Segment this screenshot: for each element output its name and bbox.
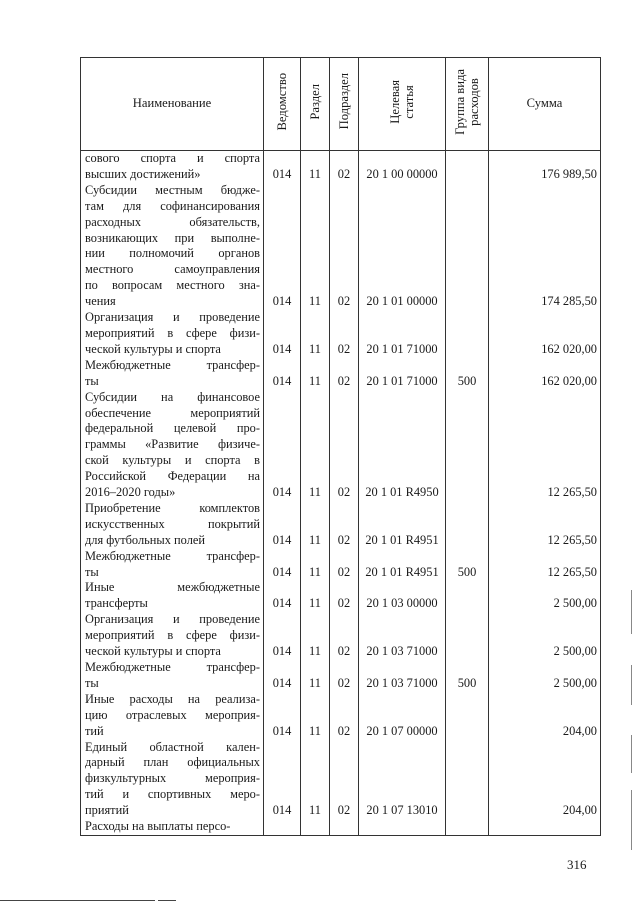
cell-celevaya-statya: 20 1 01 71000 (359, 310, 446, 358)
header-gruppa-vida-rashodov (446, 58, 489, 151)
cell-podrazdel (330, 819, 359, 835)
cell-name-line: мероприятий в сфере физи- (85, 325, 260, 340)
cell-name-line: Субсидии местным бюдже- (85, 182, 260, 197)
cell-summa: 2 500,00 (489, 580, 601, 612)
cell-name-line: ты (85, 564, 99, 579)
cell-name-line: мероприятий в сфере физи- (85, 628, 260, 643)
cell-vedomstvo: 014 (264, 358, 301, 390)
header-gruppa-line-2: расходов (467, 77, 481, 126)
cell-name (81, 660, 264, 692)
cell-name (81, 390, 264, 501)
cell-name-line: чения (85, 294, 116, 309)
table-row (81, 740, 601, 820)
table-row (81, 819, 601, 835)
cell-name (81, 580, 264, 612)
cell-name (81, 310, 264, 358)
cell-razdel: 11 (301, 612, 330, 660)
cell-celevaya-statya: 20 1 07 13010 (359, 740, 446, 820)
table-body (81, 151, 601, 836)
cell-vedomstvo: 014 (264, 660, 301, 692)
cell-name-line: приятий (85, 803, 129, 818)
cell-podrazdel: 02 (330, 151, 359, 183)
scan-margin-mark (631, 735, 632, 773)
cell-name (81, 740, 264, 820)
cell-name-line: федеральной целевой про- (85, 421, 260, 436)
cell-vedomstvo: 014 (264, 580, 301, 612)
cell-name-line: Межбюджетные трансфер- (85, 548, 260, 563)
header-name (81, 58, 264, 151)
cell-name-line: граммы «Развитие физиче- (85, 437, 260, 452)
budget-table (80, 57, 601, 836)
cell-name-line: обеспечение мероприятий (85, 405, 260, 420)
cell-podrazdel: 02 (330, 740, 359, 820)
cell-podrazdel: 02 (330, 549, 359, 581)
page-number: 316 (567, 857, 587, 872)
cell-razdel: 11 (301, 692, 330, 740)
cell-summa (489, 819, 601, 835)
cell-gruppa-vida (446, 183, 489, 310)
cell-name-line: возникающих при выполне- (85, 230, 260, 245)
header-celevaya-line-1: Целевая (388, 79, 402, 124)
cell-name-line: по вопросам местного зна- (85, 278, 260, 293)
cell-vedomstvo: 014 (264, 390, 301, 501)
table-row (81, 692, 601, 740)
cell-gruppa-vida (446, 740, 489, 820)
cell-razdel: 11 (301, 660, 330, 692)
table-header-row (81, 58, 601, 151)
cell-vedomstvo: 014 (264, 549, 301, 581)
cell-podrazdel: 02 (330, 358, 359, 390)
cell-name-line: цию отраслевых мероприя- (85, 707, 260, 722)
scan-margin-mark (631, 665, 632, 705)
cell-podrazdel: 02 (330, 310, 359, 358)
cell-name-line: сового спорта и спорта (85, 151, 260, 165)
cell-gruppa-vida (446, 580, 489, 612)
cell-summa: 12 265,50 (489, 390, 601, 501)
cell-celevaya-statya: 20 1 00 00000 (359, 151, 446, 183)
header-celevaya-line-2: статья (402, 84, 416, 119)
cell-gruppa-vida (446, 612, 489, 660)
table-row (81, 310, 601, 358)
cell-name-line: Организация и проведение (85, 612, 260, 627)
cell-razdel: 11 (301, 390, 330, 501)
cell-podrazdel: 02 (330, 501, 359, 549)
table-row (81, 390, 601, 501)
header-gruppa-label (453, 69, 481, 135)
header-podrazdel (330, 58, 359, 151)
cell-name-line: Единый областной кален- (85, 739, 260, 754)
cell-name-line: тий и спортивных меро- (85, 787, 260, 802)
table-row (81, 580, 601, 612)
cell-razdel (301, 819, 330, 835)
cell-summa: 204,00 (489, 692, 601, 740)
cell-celevaya-statya: 20 1 01 R4951 (359, 501, 446, 549)
cell-name (81, 183, 264, 310)
cell-razdel: 11 (301, 580, 330, 612)
cell-name-line: 2016–2020 годы» (85, 485, 176, 500)
cell-razdel: 11 (301, 501, 330, 549)
cell-podrazdel: 02 (330, 692, 359, 740)
cell-razdel: 11 (301, 310, 330, 358)
table-row (81, 660, 601, 692)
header-razdel (301, 58, 330, 151)
cell-name-line: трансферты (85, 596, 148, 611)
cell-name-line: Российской Федерации на (85, 469, 260, 484)
cell-razdel: 11 (301, 358, 330, 390)
cell-summa: 162 020,00 (489, 358, 601, 390)
cell-name (81, 501, 264, 549)
cell-gruppa-vida (446, 390, 489, 501)
cell-razdel: 11 (301, 549, 330, 581)
table-row (81, 358, 601, 390)
cell-name-line: ческой культуры и спорта (85, 341, 221, 356)
cell-name (81, 151, 264, 183)
cell-name-line: искусственных покрытий (85, 516, 260, 531)
table-row (81, 151, 601, 183)
header-summa-label: Сумма (526, 96, 563, 111)
cell-celevaya-statya: 20 1 03 71000 (359, 612, 446, 660)
table-row (81, 549, 601, 581)
header-celevaya-statya (359, 58, 446, 151)
cell-name-line: ты (85, 675, 99, 690)
cell-celevaya-statya: 20 1 01 R4951 (359, 549, 446, 581)
cell-razdel: 11 (301, 740, 330, 820)
cell-name-line: Организация и проведение (85, 310, 260, 325)
cell-gruppa-vida (446, 501, 489, 549)
cell-summa: 12 265,50 (489, 549, 601, 581)
cell-name-line: ты (85, 373, 99, 388)
cell-podrazdel: 02 (330, 612, 359, 660)
header-vedomstvo-label: Ведомство (275, 72, 289, 131)
header-gruppa-line-1: Группа вида (453, 68, 467, 135)
cell-vedomstvo: 014 (264, 183, 301, 310)
cell-vedomstvo: 014 (264, 612, 301, 660)
cell-razdel: 11 (301, 151, 330, 183)
cell-name-line: ческой культуры и спорта (85, 644, 221, 659)
cell-name-line: Иные межбюджетные (85, 580, 260, 595)
cell-celevaya-statya: 20 1 01 71000 (359, 358, 446, 390)
cell-name-line: физкультурных мероприя- (85, 771, 260, 786)
header-summa (489, 58, 601, 151)
cell-summa: 2 500,00 (489, 612, 601, 660)
header-razdel-label: Раздел (308, 83, 322, 120)
cell-name (81, 549, 264, 581)
cell-podrazdel: 02 (330, 580, 359, 612)
cell-name-line: Межбюджетные трансфер- (85, 357, 260, 372)
cell-vedomstvo (264, 819, 301, 835)
cell-name-line: Иные расходы на реализа- (85, 691, 260, 706)
cell-summa: 174 285,50 (489, 183, 601, 310)
cell-name-line: Расходы на выплаты персо- (85, 819, 231, 834)
cell-name-line: Приобретение комплектов (85, 500, 260, 515)
cell-name-line: высших достижений» (85, 166, 201, 181)
footer-rule (0, 900, 155, 901)
cell-name-line: расходных обязательств, (85, 214, 260, 229)
cell-celevaya-statya: 20 1 03 71000 (359, 660, 446, 692)
header-podrazdel-label: Подраздел (337, 73, 351, 130)
cell-celevaya-statya: 20 1 01 R4950 (359, 390, 446, 501)
header-name-label: Наименование (132, 96, 212, 111)
cell-gruppa-vida: 500 (446, 549, 489, 581)
cell-podrazdel: 02 (330, 183, 359, 310)
cell-gruppa-vida (446, 151, 489, 183)
cell-name (81, 819, 264, 835)
cell-summa: 176 989,50 (489, 151, 601, 183)
scan-margin-mark (631, 790, 632, 850)
cell-name-line: тий (85, 723, 104, 738)
cell-podrazdel: 02 (330, 390, 359, 501)
cell-name (81, 692, 264, 740)
cell-name-line: дарный план официальных (85, 755, 260, 770)
cell-name-line: ской культуры и спорта в (85, 453, 260, 468)
footer-rule-short (158, 900, 176, 901)
table-row (81, 501, 601, 549)
cell-vedomstvo: 014 (264, 692, 301, 740)
cell-name-line: для футбольных полей (85, 532, 206, 547)
cell-celevaya-statya: 20 1 03 00000 (359, 580, 446, 612)
cell-summa: 12 265,50 (489, 501, 601, 549)
cell-razdel: 11 (301, 183, 330, 310)
header-celevaya-label (388, 80, 416, 124)
cell-vedomstvo: 014 (264, 501, 301, 549)
cell-celevaya-statya (359, 819, 446, 835)
cell-gruppa-vida (446, 692, 489, 740)
cell-summa: 204,00 (489, 740, 601, 820)
cell-gruppa-vida (446, 310, 489, 358)
cell-name-line: местного самоуправления (85, 262, 260, 277)
cell-summa: 2 500,00 (489, 660, 601, 692)
cell-name-line: Межбюджетные трансфер- (85, 660, 260, 674)
cell-name-line: Субсидии на финансовое (85, 389, 260, 404)
cell-summa: 162 020,00 (489, 310, 601, 358)
cell-gruppa-vida (446, 819, 489, 835)
cell-gruppa-vida: 500 (446, 660, 489, 692)
cell-vedomstvo: 014 (264, 740, 301, 820)
cell-vedomstvo: 014 (264, 310, 301, 358)
cell-podrazdel: 02 (330, 660, 359, 692)
cell-gruppa-vida: 500 (446, 358, 489, 390)
header-vedomstvo (264, 58, 301, 151)
cell-name-line: там для софинансирования (85, 198, 260, 213)
cell-celevaya-statya: 20 1 07 00000 (359, 692, 446, 740)
scan-margin-mark (631, 590, 632, 634)
cell-vedomstvo: 014 (264, 151, 301, 183)
table-row (81, 183, 601, 310)
table-row (81, 612, 601, 660)
cell-name-line: нии полномочий органов (85, 246, 260, 261)
cell-celevaya-statya: 20 1 01 00000 (359, 183, 446, 310)
cell-name (81, 612, 264, 660)
cell-name (81, 358, 264, 390)
